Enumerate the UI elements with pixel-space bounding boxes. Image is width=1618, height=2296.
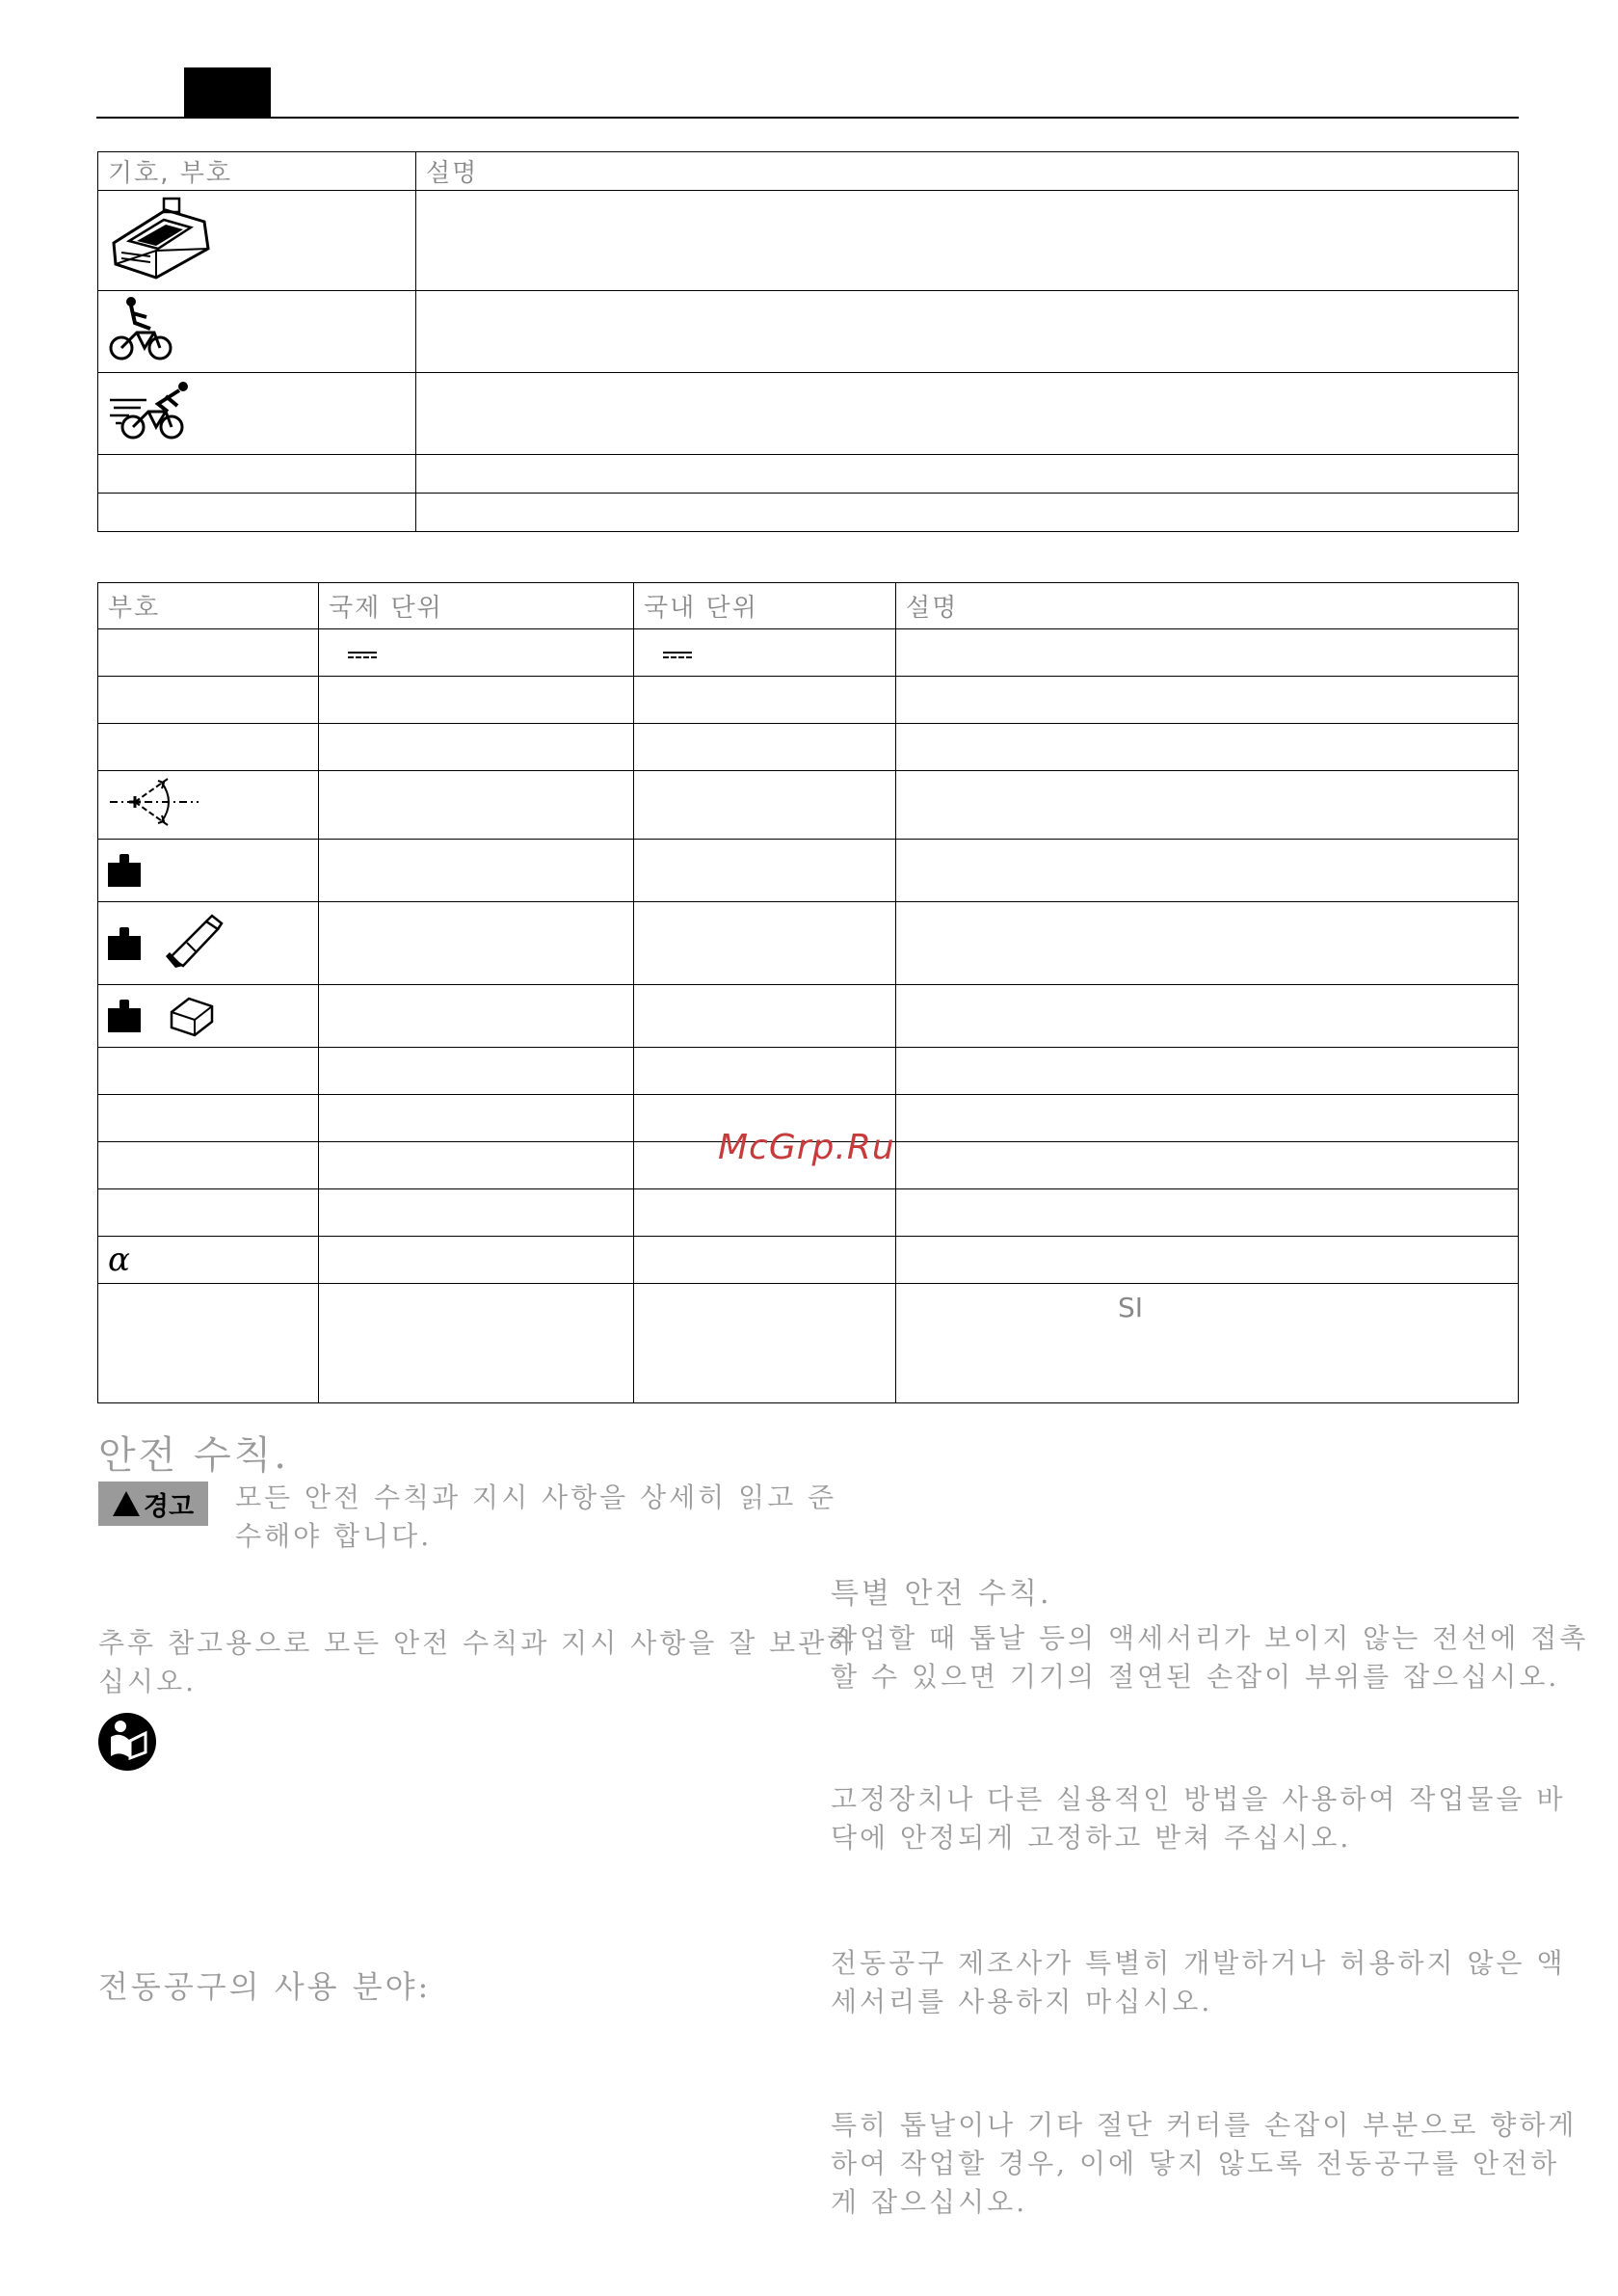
battery-pack-icon — [168, 995, 216, 1037]
weight-icon-cell — [98, 840, 319, 902]
symbol-cell — [98, 455, 416, 494]
col-header-symbol: 부호 — [98, 583, 319, 629]
cyclist-fast-icon — [108, 379, 189, 442]
col-header-symbol: 기호, 부호 — [98, 152, 416, 191]
weight-icon — [108, 927, 141, 960]
table-row — [98, 373, 1519, 455]
table-row — [98, 191, 1519, 291]
weight-battery-icon-cell — [98, 985, 319, 1048]
symbol-cell — [98, 629, 319, 677]
description-cell — [896, 1284, 1519, 1403]
oscillation-angle-icon — [108, 775, 200, 829]
col-header-description: 설명 — [416, 152, 1519, 191]
warning-text-line: 수해야 합니다. — [235, 1520, 433, 1552]
charger-icon — [108, 193, 214, 281]
table-row — [98, 455, 1519, 494]
safety-title: 안전 수칙. — [98, 1433, 289, 1478]
header-rule — [96, 117, 1519, 119]
cyclist-fast-icon-cell — [98, 373, 416, 455]
table-row — [98, 902, 1519, 985]
table-row — [98, 840, 1519, 902]
warning-badge-label: 경고 — [143, 1491, 195, 1522]
table-row — [98, 771, 1519, 840]
weight-icon — [108, 1000, 141, 1032]
cyclist-icon-cell — [98, 291, 416, 373]
read-manual-icon — [97, 1712, 157, 1772]
keep-instructions-line: 십시오. — [98, 1666, 198, 1697]
special-paragraph-line: 할 수 있으면 기기의 절연된 손잡이 부위를 잡으십시오. — [831, 1661, 1560, 1693]
alpha-symbol-cell — [98, 1237, 319, 1284]
special-paragraph-line: 전동공구 제조사가 특별히 개발하거나 허용하지 않은 액 — [831, 1947, 1566, 1979]
special-paragraph-line: 닥에 안정되게 고정하고 받쳐 주십시오. — [831, 1822, 1352, 1854]
description-cell — [416, 494, 1519, 532]
special-paragraph-line: 세서리를 사용하지 마십시오. — [831, 1986, 1213, 2017]
table-row — [98, 494, 1519, 532]
charger-icon-cell — [98, 191, 416, 291]
warning-badge — [98, 1482, 208, 1526]
si-mark: SI — [1118, 1292, 1144, 1323]
table-header-row — [98, 152, 1519, 191]
table-row — [98, 1189, 1519, 1237]
description-cell — [416, 373, 1519, 455]
cyclist-slow-icon — [108, 294, 177, 363]
description-cell — [416, 191, 1519, 291]
description-cell — [416, 291, 1519, 373]
table-row — [98, 724, 1519, 771]
table-row — [98, 1284, 1519, 1403]
weight-icon — [108, 854, 141, 887]
local-unit-cell — [634, 629, 896, 677]
alpha-symbol: α — [108, 1241, 130, 1279]
table-row — [98, 1048, 1519, 1095]
col-header-intl-unit: 국제 단위 — [319, 583, 634, 629]
multitool-icon — [162, 914, 225, 974]
intl-unit-cell — [319, 629, 634, 677]
special-paragraph-line: 고정장치나 다른 실용적인 방법을 사용하여 작업물을 바 — [831, 1783, 1566, 1815]
header-tab — [184, 67, 271, 118]
symbols-table — [97, 151, 1519, 532]
table-row — [98, 291, 1519, 373]
special-paragraph-line: 게 잡으십시오. — [831, 2186, 1028, 2218]
table-row — [98, 985, 1519, 1048]
usage-title: 전동공구의 사용 분야: — [98, 1968, 432, 2005]
table-row — [98, 629, 1519, 677]
col-header-description: 설명 — [896, 583, 1519, 629]
table-header-row — [98, 583, 1519, 629]
special-paragraph-line: 하여 작업할 경우, 이에 닿지 않도록 전동공구를 안전하 — [831, 2148, 1560, 2179]
watermark: McGrp.Ru — [718, 1128, 895, 1167]
table-row — [98, 1237, 1519, 1284]
special-paragraph-line: 작업할 때 톱날 등의 액세서리가 보이지 않는 전선에 접촉 — [831, 1622, 1589, 1654]
special-safety-title: 특별 안전 수칙. — [831, 1577, 1052, 1611]
dc-current-icon — [663, 652, 692, 660]
description-cell — [416, 455, 1519, 494]
weight-tool-icon-cell — [98, 902, 319, 985]
keep-instructions-line: 추후 참고용으로 모든 안전 수칙과 지시 사항을 잘 보관하 — [98, 1627, 857, 1659]
table-row — [98, 677, 1519, 724]
dc-current-icon — [348, 652, 377, 660]
warning-triangle-icon — [113, 1491, 140, 1516]
warning-text-line: 모든 안전 수칙과 지시 사항을 상세히 읽고 준 — [235, 1482, 837, 1513]
description-cell — [896, 629, 1519, 677]
special-paragraph-line: 특히 톱날이나 기타 절단 커터를 손잡이 부분으로 향하게 — [831, 2109, 1578, 2141]
symbol-cell — [98, 494, 416, 532]
col-header-local-unit: 국내 단위 — [634, 583, 896, 629]
angle-icon-cell — [98, 771, 319, 840]
units-table — [97, 582, 1519, 1403]
